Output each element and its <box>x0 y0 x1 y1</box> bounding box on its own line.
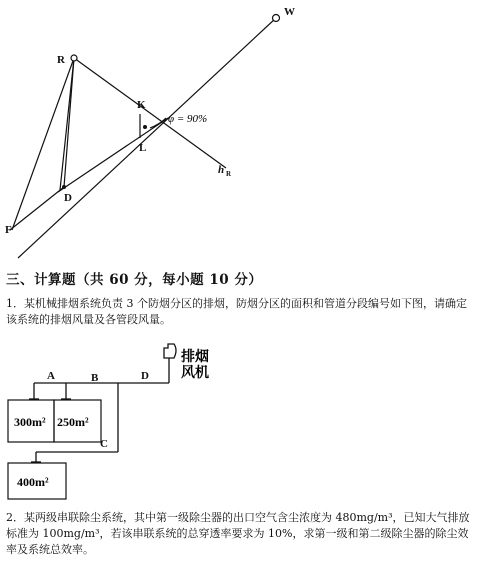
label-d: D <box>64 192 72 204</box>
label-k: K <box>137 99 146 111</box>
point-d-marker <box>62 185 66 189</box>
fan-icon <box>164 344 176 358</box>
line-d-k <box>58 118 168 192</box>
room-400-label: 400m² <box>17 475 49 489</box>
fan-label-line2: 风机 <box>181 365 209 381</box>
point-o-marker <box>143 125 147 129</box>
question-1-text: 1．某机械排烟系统负责 3 个防烟分区的排烟，防烟分区的面积和管道分段编号如下图，请确定该系统的排烟风量及各管段风量。 <box>6 297 467 326</box>
point-r-marker <box>71 55 77 61</box>
label-w: W <box>284 6 295 18</box>
point-w-marker <box>273 15 280 22</box>
room-250-label: 250m² <box>57 415 89 429</box>
room-300-label: 300m² <box>14 415 46 429</box>
segment-b-label: B <box>91 372 99 384</box>
label-l: L <box>139 142 147 154</box>
label-phi: φ = 90% <box>168 113 208 125</box>
question-2-text: 2．某两级串联除尘系统，其中第一级除尘器的出口空气含尘浓度为 480mg/m³，已知大气排放标准为 100mg/m³，若该串联系统的总穿透率要求为 10%，求第一级和第二级除尘器的除尘效率及系统总效率。 <box>6 511 470 556</box>
fan-label-line1: 排烟 <box>181 349 209 365</box>
segment-d-label: D <box>141 370 149 382</box>
label-h-sub: R <box>226 170 232 178</box>
label-r: R <box>57 54 65 66</box>
segment-a-label: A <box>47 370 55 382</box>
label-h: h <box>218 164 225 176</box>
section-title: 三、计算题（共 60 分，每小题 10 分） <box>6 272 263 288</box>
label-f: F <box>5 224 12 236</box>
segment-c-label: C <box>100 438 108 450</box>
